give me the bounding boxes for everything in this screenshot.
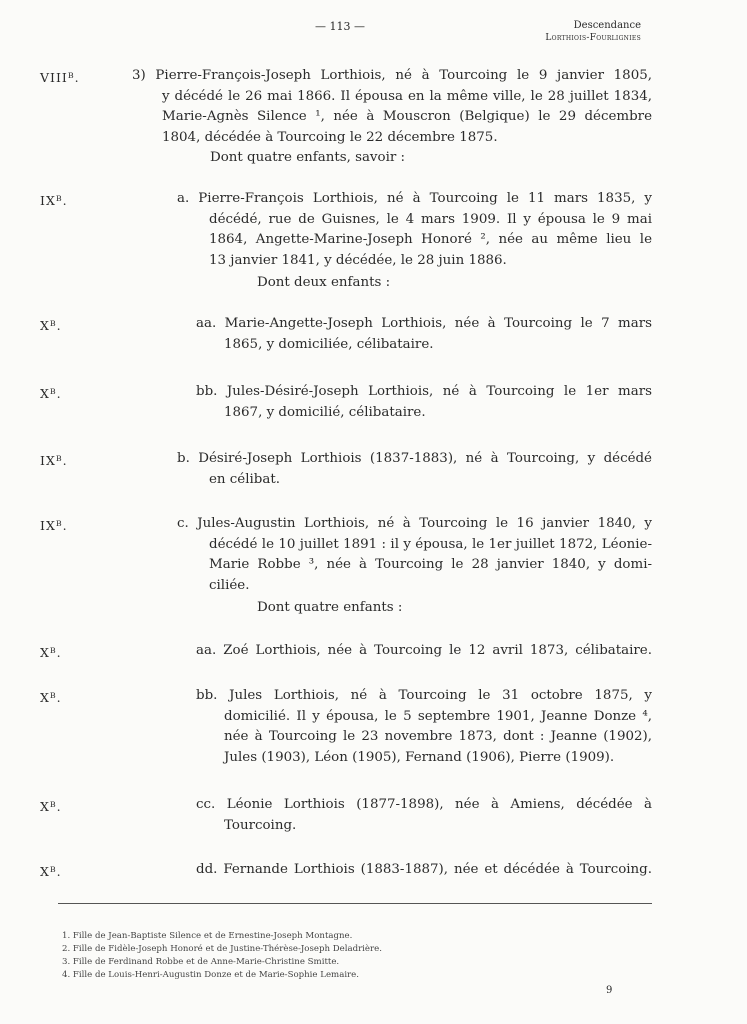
entry-line: aa. Zoé Lorthiois, née à Tourcoing le 12 avril 1873, célibataire. [196, 643, 652, 658]
entry-line: ciliée. [209, 577, 250, 593]
entry-line: Marie-Agnès Silence ¹, née à Mouscron (Belgique) le 29 décembre [162, 109, 652, 124]
entry-paragraph [177, 514, 652, 596]
running-title [545, 20, 641, 44]
entry-paragraph [196, 314, 652, 355]
entry-line: domicilié. Il y épousa, le 5 septembre 1901, Jeanne Donze ⁴, [224, 708, 652, 724]
page-number: — 113 — [315, 20, 365, 33]
entry-line: 1804, décédée à Tourcoing le 22 décembre 1875. [162, 129, 498, 145]
entry-line: bb. Jules-Désiré-Joseph Lorthiois, né à Tourcoing le 1er mars [196, 384, 652, 399]
entry-paragraph [196, 860, 652, 881]
entry-line: 1867, y domicilié, célibataire. [224, 404, 426, 420]
generation-marker: Xᴮ. [40, 645, 62, 660]
entry-line: a. Pierre-François Lorthiois, né à Tourcoing le 11 mars 1835, y [177, 191, 652, 206]
children-intro: Dont quatre enfants, savoir : [210, 150, 406, 165]
entry-paragraph [196, 641, 652, 662]
entry-paragraph [177, 449, 652, 490]
entry-paragraph [196, 686, 652, 768]
entry-line: 3) Pierre-François-Joseph Lorthiois, né à Tourcoing le 9 janvier 1805, [132, 68, 652, 83]
entry-line: cc. Léonie Lorthiois (1877-1898), née à Amiens, décédée à [196, 797, 652, 812]
footnote: 1. Fille de Jean-Baptiste Silence et de Ernestine-Joseph Montagne. [62, 931, 353, 941]
generation-marker: Xᴮ. [40, 799, 62, 814]
footnotes [62, 930, 382, 982]
generation-marker: Xᴮ. [40, 318, 62, 333]
entry-line: décédé, rue de Guisnes, le 4 mars 1909. Il y épousa le 9 mai [209, 211, 652, 227]
footnote: 2. Fille de Fidèle-Joseph Honoré et de Justine-Thérèse-Joseph Deladrière. [62, 944, 382, 954]
running-title-line-2: Lorthiois-Fourlignies [545, 33, 641, 43]
entry-paragraph [177, 189, 652, 271]
entry-line: b. Désiré-Joseph Lorthiois (1837-1883), né à Tourcoing, y décédé [177, 451, 652, 466]
footnote: 4. Fille de Louis-Henri-Augustin Donze et de Marie-Sophie Lemaire. [62, 970, 359, 980]
generation-marker: Xᴮ. [40, 386, 62, 401]
generation-marker: IXᴮ. [40, 453, 68, 468]
entry-paragraph [196, 795, 652, 836]
entry-line: y décédé le 26 mai 1866. Il épousa en la même ville, le 28 juillet 1834, [162, 88, 652, 104]
entry-line: bb. Jules Lorthiois, né à Tourcoing le 31 octobre 1875, y [196, 688, 652, 703]
entry-line: 1864, Angette-Marine-Joseph Honoré ², née au même lieu le [209, 232, 652, 247]
generation-marker: Xᴮ. [40, 690, 62, 705]
entry-line: Jules (1903), Léon (1905), Fernand (1906), Pierre (1909). [224, 749, 615, 765]
folio-number: 9 [606, 985, 613, 996]
entry-line: Marie Robbe ³, née à Tourcoing le 28 janvier 1840, y domi- [209, 557, 652, 572]
entry-paragraph [132, 66, 652, 148]
entry-line: 1865, y domiciliée, célibataire. [224, 336, 434, 352]
generation-marker: IXᴮ. [40, 193, 68, 208]
entry-line: née à Tourcoing le 23 novembre 1873, dont : Jeanne (1902), [224, 729, 652, 744]
entry-line: dd. Fernande Lorthiois (1883-1887), née et décédée à Tourcoing. [196, 862, 652, 877]
children-intro: Dont quatre enfants : [257, 600, 403, 615]
footnote: 3. Fille de Ferdinand Robbe et de Anne-Marie-Christine Smitte. [62, 957, 340, 967]
generation-marker: VIIIᴮ. [40, 70, 80, 85]
entry-line: 13 janvier 1841, y décédée, le 28 juin 1886. [209, 252, 507, 268]
generation-marker: IXᴮ. [40, 518, 68, 533]
children-intro: Dont deux enfants : [257, 275, 391, 290]
entry-paragraph [196, 382, 652, 423]
entry-line: aa. Marie-Angette-Joseph Lorthiois, née à Tourcoing le 7 mars [196, 316, 652, 331]
footnote-divider [58, 903, 652, 904]
running-title-line-1: Descendance [573, 20, 641, 31]
entry-line: Tourcoing. [224, 817, 297, 833]
entry-line: c. Jules-Augustin Lorthiois, né à Tourcoing le 16 janvier 1840, y [177, 516, 652, 531]
generation-marker: Xᴮ. [40, 864, 62, 879]
entry-line: en célibat. [209, 471, 280, 487]
entry-line: décédé le 10 juillet 1891 : il y épousa, le 1er juillet 1872, Léonie- [209, 536, 652, 552]
